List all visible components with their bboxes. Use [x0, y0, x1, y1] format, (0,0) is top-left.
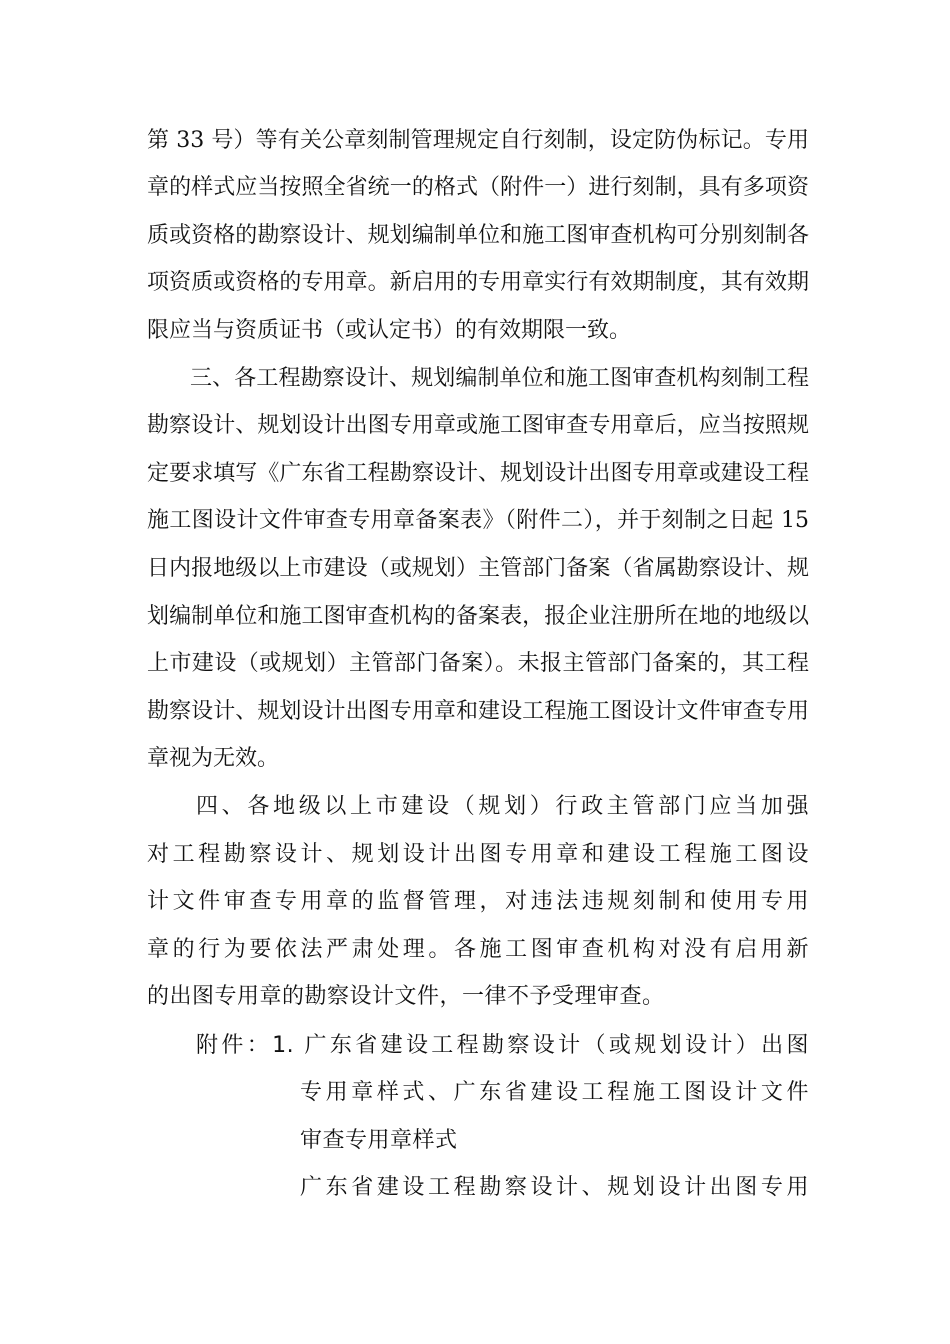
attachment-line-3: 审查专用章样式 [300, 1128, 458, 1153]
section-three-line-2: 勘察设计、规划设计出图专用章或施工图审查专用章后，应当按照规 [147, 413, 809, 438]
section-three-line-8: 勘察设计、规划设计出图专用章和建设工程施工图设计文件审查专用 [147, 699, 809, 724]
section-four-line-5: 的出图专用章的勘察设计文件，一律不予受理审查。 [147, 984, 665, 1009]
section-four-line-2: 对工程勘察设计、规划设计出图专用章和建设工程施工图设 [147, 842, 809, 867]
section-four-line-1: 四、各地级以上市建设（规划）行政主管部门应当加强 [196, 794, 809, 819]
section-four-line-3: 计文件审查专用章的监督管理，对违法违规刻制和使用专用 [147, 889, 809, 914]
section-three-line-5: 日内报地级以上市建设（或规划）主管部门备案（省属勘察设计、规 [147, 556, 809, 581]
attachment-line-4: 广东省建设工程勘察设计、规划设计出图专用 [300, 1175, 809, 1200]
section-three-line-4: 施工图设计文件审查专用章备案表》（附件二），并于刻制之日起 15 [147, 508, 809, 533]
paragraph-line-5: 限应当与资质证书（或认定书）的有效期限一致。 [147, 318, 632, 343]
paragraph-line-1: 第 33 号）等有关公章刻制管理规定自行刻制，设定防伪标记。专用 [147, 128, 809, 153]
section-three-line-1: 三、各工程勘察设计、规划编制单位和施工图审查机构刻制工程 [190, 366, 809, 391]
attachment-line-1: 附件：1. 广东省建设工程勘察设计（或规划设计）出图 [196, 1033, 809, 1058]
paragraph-line-3: 质或资格的勘察设计、规划编制单位和施工图审查机构可分别刻制各 [147, 223, 809, 248]
paragraph-line-2: 章的样式应当按照全省统一的格式（附件一）进行刻制，具有多项资 [147, 175, 809, 200]
section-three-line-7: 上市建设（或规划）主管部门备案）。未报主管部门备案的，其工程 [147, 651, 809, 676]
section-three-line-3: 定要求填写《广东省工程勘察设计、规划设计出图专用章或建设工程 [147, 461, 809, 486]
section-three-line-6: 划编制单位和施工图审查机构的备案表，报企业注册所在地的地级以 [147, 604, 809, 629]
section-four-line-4: 章的行为要依法严肃处理。各施工图审查机构对没有启用新 [147, 937, 809, 962]
section-three-line-9: 章视为无效。 [147, 746, 280, 771]
paragraph-line-4: 项资质或资格的专用章。新启用的专用章实行有效期制度，其有效期 [147, 270, 809, 295]
attachment-line-2: 专用章样式、广东省建设工程施工图设计文件 [300, 1080, 809, 1105]
